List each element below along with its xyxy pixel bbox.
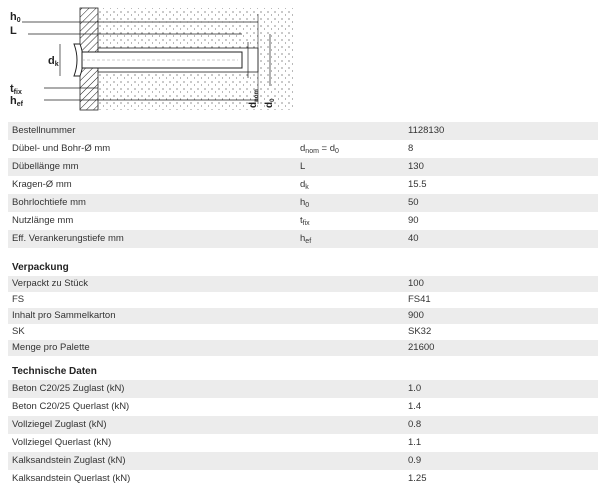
- spec-symbol: L: [300, 161, 306, 172]
- table-row: [8, 452, 598, 470]
- spec-value: 90: [408, 215, 419, 226]
- table-row: [8, 212, 598, 230]
- label-h0: h0: [10, 11, 21, 24]
- technical-data-table: [8, 380, 598, 488]
- table-row: [8, 434, 598, 452]
- label-dnom: $d_{nom}$: [248, 89, 260, 108]
- table-row: [8, 140, 598, 158]
- spec-value: 50: [408, 197, 419, 208]
- technical-label: Vollziegel Zuglast (kN): [12, 419, 107, 430]
- technical-label: Beton C20/25 Zuglast (kN): [12, 383, 125, 394]
- label-dk: dk: [48, 55, 59, 68]
- packaging-value: SK32: [408, 326, 432, 337]
- technical-label: Vollziegel Querlast (kN): [12, 437, 112, 448]
- technical-value: 1.25: [408, 473, 427, 484]
- label-d0: $d_0$: [264, 98, 276, 108]
- specs-table: [8, 122, 598, 248]
- packaging-value: 21600: [408, 342, 435, 353]
- table-row: [8, 416, 598, 434]
- packaging-label: Verpackt zu Stück: [12, 278, 89, 289]
- table-row: [8, 276, 598, 292]
- spec-value: 15.5: [408, 179, 427, 190]
- spec-symbol: $t_{fix}$: [300, 215, 310, 227]
- technical-value: 1.0: [408, 383, 422, 394]
- spec-label: Bestellnummer: [12, 125, 76, 136]
- technical-value: 1.4: [408, 401, 422, 412]
- table-row: [8, 308, 598, 324]
- packaging-label: Inhalt pro Sammelkarton: [12, 310, 116, 321]
- spec-value: 130: [408, 161, 424, 172]
- label-tfix: tfix: [10, 83, 22, 96]
- section-title-verpackung: Verpackung: [12, 262, 69, 273]
- spec-value: 8: [408, 143, 414, 154]
- spec-label: Kragen-Ø mm: [12, 179, 72, 190]
- table-row: [8, 158, 598, 176]
- packaging-value: 100: [408, 278, 424, 289]
- packaging-table: [8, 276, 598, 356]
- label-L: L: [10, 25, 17, 37]
- spec-symbol: $h_0$: [300, 197, 310, 209]
- spec-symbol: $h_{ef}$: [300, 233, 312, 245]
- technical-label: Kalksandstein Querlast (kN): [12, 473, 131, 484]
- table-row: [8, 230, 598, 248]
- section-title-technische-daten: Technische Daten: [12, 366, 97, 377]
- technical-label: Kalksandstein Zuglast (kN): [12, 455, 126, 466]
- table-row: [8, 340, 598, 356]
- spec-value: 1128130: [408, 125, 445, 136]
- technical-value: 0.9: [408, 455, 422, 466]
- packaging-label: Menge pro Palette: [12, 342, 90, 353]
- spec-label: Eff. Verankerungstiefe mm: [12, 233, 124, 244]
- table-row: [8, 292, 598, 308]
- spec-label: Bohrlochtiefe mm: [12, 197, 86, 208]
- table-row: [8, 380, 598, 398]
- packaging-value: 900: [408, 310, 424, 321]
- spec-symbol: $d_{nom} = d_0$: [300, 143, 339, 155]
- packaging-label: SK: [12, 326, 25, 337]
- table-row: [8, 324, 598, 340]
- technical-value: 0.8: [408, 419, 422, 430]
- technical-label: Beton C20/25 Querlast (kN): [12, 401, 130, 412]
- table-row: [8, 176, 598, 194]
- spec-symbol: $d_k$: [300, 179, 309, 191]
- anchor-technical-drawing: [8, 4, 298, 116]
- packaging-value: FS41: [408, 294, 431, 305]
- spec-value: 40: [408, 233, 419, 244]
- spec-label: Nutzlänge mm: [12, 215, 74, 226]
- technical-value: 1.1: [408, 437, 422, 448]
- packaging-label: FS: [12, 294, 25, 305]
- table-row: [8, 398, 598, 416]
- spec-label: Dübel- und Bohr-Ø mm: [12, 143, 111, 154]
- spec-label: Dübellänge mm: [12, 161, 79, 172]
- table-row: [8, 122, 598, 140]
- table-row: [8, 470, 598, 488]
- label-hef: hef: [10, 95, 23, 108]
- table-row: [8, 194, 598, 212]
